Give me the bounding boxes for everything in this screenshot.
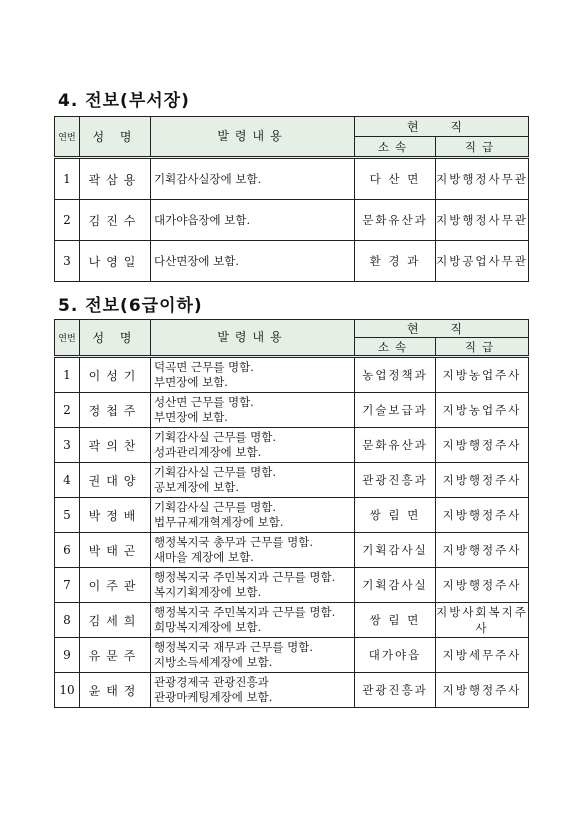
table-row [55,357,529,393]
order-line: 다산면장에 보함. [154,253,240,268]
order-line: 부면장에 보함. [154,375,228,389]
cell-dept: 기획감사실 [355,568,436,603]
cell-name: 유문주 [80,638,151,673]
cell-no: 7 [55,568,80,603]
order-line: 덕곡면 근무를 명함. [154,360,254,374]
cell-rank: 지방공업사무관 [436,241,529,282]
cell-order [151,241,355,282]
cell-rank: 지방행정주사 [436,428,529,463]
header-order: 발령내용 [151,320,355,357]
section-5-title: 5. 전보(6급이하) [58,296,203,316]
header-name: 성 명 [80,117,151,158]
header-rank: 직급 [436,137,529,158]
cell-dept: 대가야읍 [355,638,436,673]
order-line: 공보계장에 보함. [154,480,240,494]
cell-rank: 지방사회복지주사 [436,603,529,638]
cell-rank: 지방농업주사 [436,357,529,393]
cell-dept: 쌍 림 면 [355,498,436,533]
cell-order [151,463,355,498]
cell-name: 권대양 [80,463,151,498]
header-order: 발령내용 [151,117,355,158]
order-line: 기획감사실 근무를 명함. [154,500,277,514]
section-4-table [54,116,529,282]
cell-name: 곽의찬 [80,428,151,463]
header-current: 현 직 [355,320,529,338]
header-no: 연번 [55,117,80,158]
cell-no: 3 [55,241,80,282]
header-dept: 소속 [355,338,436,357]
table-row [55,393,529,428]
order-line: 행정복지국 재무과 근무를 명함. [154,640,314,654]
table-row [55,568,529,603]
cell-no: 6 [55,533,80,568]
table-row [55,428,529,463]
cell-rank: 지방행정주사 [436,673,529,708]
cell-no: 1 [55,158,80,200]
cell-dept: 기획감사실 [355,533,436,568]
cell-name: 정첩주 [80,393,151,428]
cell-order [151,158,355,200]
order-line: 희망복지계장에 보함. [154,620,262,634]
cell-order [151,357,355,393]
cell-rank: 지방행정주사 [436,533,529,568]
order-line: 대가야읍장에 보함. [154,212,251,227]
cell-rank: 지방행정사무관 [436,158,529,200]
cell-no: 9 [55,638,80,673]
cell-name: 곽삼용 [80,158,151,200]
order-line: 기획감사실 근무를 명함. [154,465,277,479]
cell-no: 3 [55,428,80,463]
cell-no: 5 [55,498,80,533]
table-row [55,673,529,708]
header-rank: 직급 [436,338,529,357]
cell-dept: 관광진흥과 [355,673,436,708]
cell-order [151,568,355,603]
header-name: 성 명 [80,320,151,357]
order-line: 행정복지국 주민복지과 근무를 명함. [154,605,336,619]
cell-name: 박정배 [80,498,151,533]
cell-no: 4 [55,463,80,498]
cell-dept: 관광진흥과 [355,463,436,498]
cell-order [151,638,355,673]
cell-dept: 다 산 면 [355,158,436,200]
cell-rank: 지방행정주사 [436,568,529,603]
cell-dept: 환 경 과 [355,241,436,282]
cell-dept: 문화유산과 [355,428,436,463]
table-row [55,158,529,200]
order-line: 성과관리계장에 보함. [154,445,262,459]
order-line: 행정복지국 주민복지과 근무를 명함. [154,570,336,584]
cell-no: 10 [55,673,80,708]
header-no: 연번 [55,320,80,357]
cell-dept: 기술보급과 [355,393,436,428]
cell-rank: 지방행정주사 [436,498,529,533]
cell-rank: 지방행정주사 [436,463,529,498]
order-line: 지방소득세계장에 보함. [154,655,273,669]
cell-order [151,428,355,463]
order-line: 복지기획계장에 보함. [154,585,262,599]
cell-order [151,200,355,241]
table-row [55,603,529,638]
cell-name: 나영일 [80,241,151,282]
cell-rank: 지방농업주사 [436,393,529,428]
cell-dept: 쌍 림 면 [355,603,436,638]
table-row [55,241,529,282]
cell-order [151,533,355,568]
order-line: 행정복지국 총무과 근무를 명함. [154,535,314,549]
cell-dept: 농업정책과 [355,357,436,393]
table-row [55,533,529,568]
section-5-table [54,319,529,708]
cell-name: 김세희 [80,603,151,638]
order-line: 부면장에 보함. [154,410,228,424]
section-4-title: 4. 전보(부서장) [58,91,190,111]
cell-no: 1 [55,357,80,393]
cell-rank: 지방행정사무관 [436,200,529,241]
cell-no: 2 [55,200,80,241]
cell-name: 이성기 [80,357,151,393]
order-line: 관광마케팅계장에 보함. [154,690,273,704]
header-dept: 소속 [355,137,436,158]
cell-order [151,498,355,533]
order-line: 관광경제국 관광진흥과 [154,675,269,689]
cell-order [151,393,355,428]
cell-rank: 지방세무주사 [436,638,529,673]
order-line: 기획감사실장에 보함. [154,171,262,186]
cell-name: 윤태정 [80,673,151,708]
table-row [55,498,529,533]
table-row [55,200,529,241]
order-line: 성산면 근무를 명함. [154,395,254,409]
cell-no: 8 [55,603,80,638]
cell-order [151,603,355,638]
table-row [55,638,529,673]
table-row [55,463,529,498]
order-line: 새마을 계장에 보함. [154,550,254,564]
order-line: 기획감사실 근무를 명함. [154,430,277,444]
cell-no: 2 [55,393,80,428]
cell-name: 김진수 [80,200,151,241]
cell-name: 이주관 [80,568,151,603]
cell-name: 박태곤 [80,533,151,568]
order-line: 법무규제개혁계장에 보함. [154,515,284,529]
cell-dept: 문화유산과 [355,200,436,241]
header-current: 현 직 [355,117,529,137]
cell-order [151,673,355,708]
